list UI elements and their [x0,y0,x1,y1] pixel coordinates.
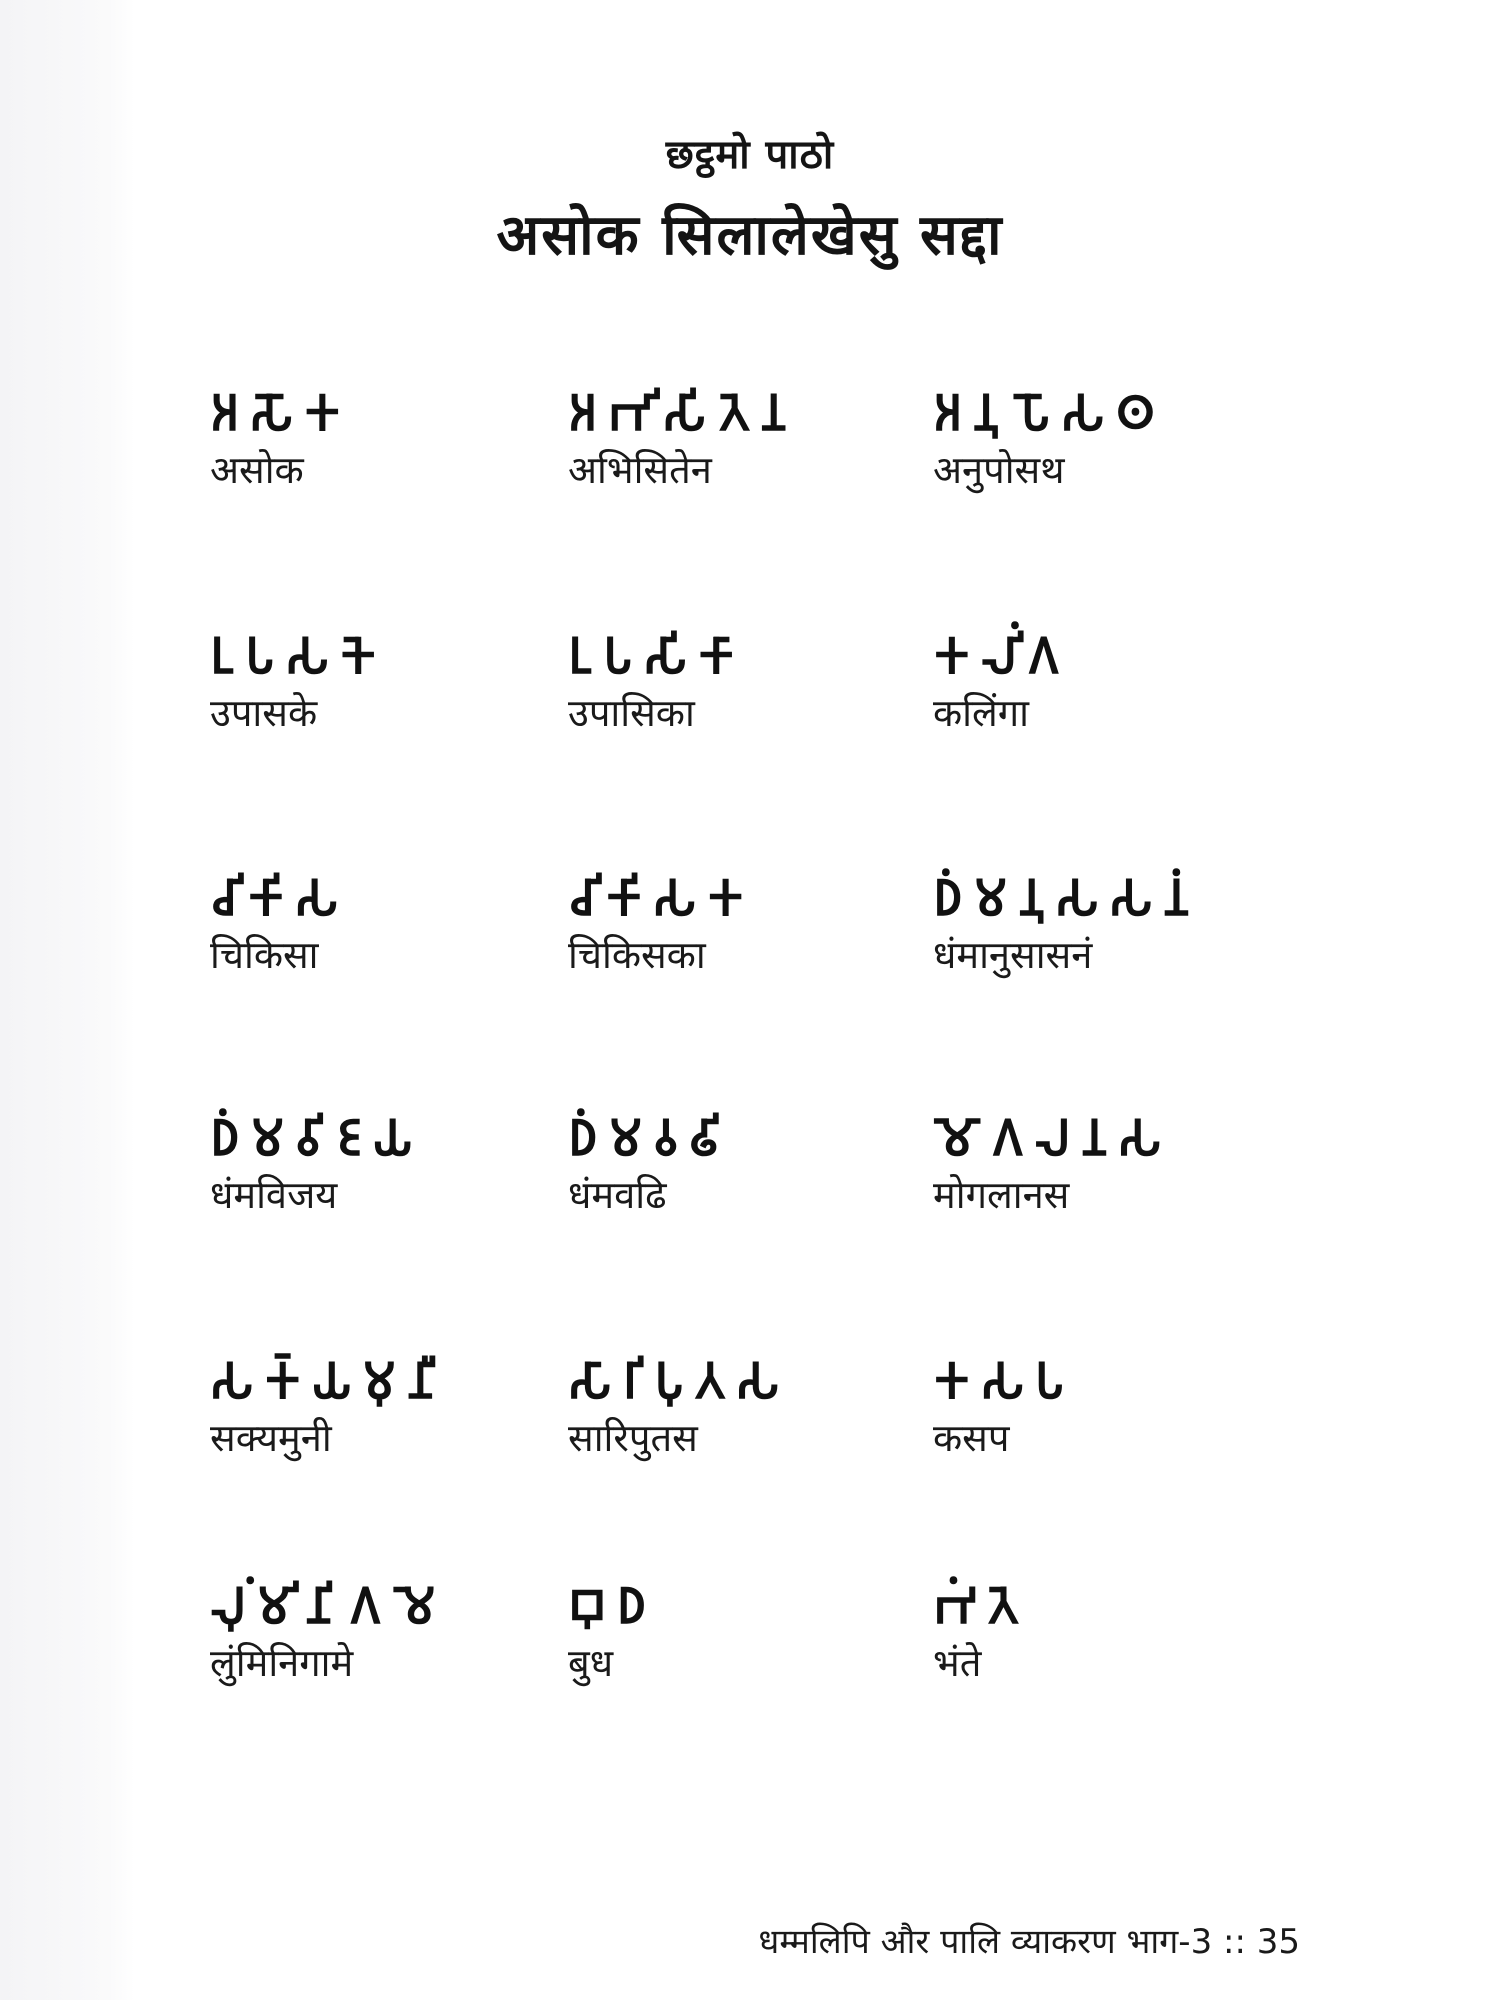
word-cell [568,1578,657,1686]
word-cell [933,870,1200,978]
devanagari-word: सारिपुतस [568,1416,698,1460]
devanagari-word: असोक [210,448,304,492]
chapter-heading: छट्ठमो पाठो [665,132,835,178]
devanagari-word: लुंमिनिगामे [210,1641,354,1685]
brahmi-word: 𑀘𑀺𑀓𑀺𑀲𑀓 [568,869,755,927]
devanagari-word: कसप [933,1416,1010,1460]
brahmi-word: 𑀥𑀁𑀫𑀦𑀼𑀲𑀲𑀦𑀁 [933,869,1200,927]
brahmi-word: 𑀘𑀺𑀓𑀺𑀲 [210,869,349,927]
brahmi-word: 𑀉𑀧𑀲𑀓𑁂 [210,627,388,685]
word-cell [568,385,797,493]
devanagari-word: धंमविजय [210,1173,338,1217]
brahmi-word: 𑀓𑀮𑀺𑀁𑀕 [933,627,1071,685]
brahmi-word: 𑀅𑀲𑁄𑀓 [210,384,352,442]
devanagari-word: उपासिका [568,691,695,735]
brahmi-word: 𑀫𑁄𑀕𑀮𑀦𑀲 [933,1109,1172,1167]
word-cell [210,1353,444,1461]
word-cell [933,1578,1029,1686]
brahmi-word: 𑀮𑀼𑀁𑀫𑀺𑀦𑀺𑀕𑀫𑁂 [210,1577,447,1635]
devanagari-word: अनुपोसथ [933,448,1065,492]
brahmi-word: 𑀉𑀧𑀲𑀺𑀓𑀸 [568,627,746,685]
brahmi-word: 𑀅𑀪𑀺𑀲𑀺𑀢𑁂𑀦 [568,384,798,442]
word-cell [933,1110,1172,1218]
word-cell [568,1110,729,1218]
page-footer: धम्मलिपि और पालि व्याकरण भाग-3 :: 35 [758,1922,1300,1962]
brahmi-word: 𑀲𑀸𑀭𑀺𑀧𑀼𑀢𑀲 [568,1352,790,1410]
word-cell [933,1353,1075,1461]
page-title: असोक सिलालेखेसु सद्दा [496,203,1004,268]
devanagari-word: कलिंगा [933,691,1030,735]
word-cell [210,385,351,493]
word-cell [210,628,387,736]
brahmi-word: 𑀩𑀼𑀥 [568,1577,658,1635]
word-cell [933,628,1070,736]
word-cell [210,870,349,978]
devanagari-word: धंमवढि [568,1173,667,1217]
brahmi-word: 𑀲𑀓𑁆𑀬𑀫𑀼𑀦𑀻 [210,1352,444,1410]
brahmi-word: 𑀓𑀲𑀧 [933,1352,1076,1410]
devanagari-word: चिकिसा [210,933,319,977]
devanagari-word: अभिसितेन [568,448,712,492]
word-cell [568,628,745,736]
devanagari-word: मोगलानस [933,1173,1070,1217]
devanagari-word: सक्यमुनी [210,1416,332,1460]
devanagari-word: बुध [568,1641,614,1685]
brahmi-word: 𑀅𑀦𑀼𑀧𑁄𑀲𑀣 [933,384,1166,442]
word-cell [933,385,1166,493]
word-cell [210,1578,447,1686]
word-cell [210,1110,423,1218]
brahmi-word: 𑀥𑀁𑀫𑀯𑀺𑀚𑀬 [210,1109,423,1167]
word-cell [568,1353,790,1461]
brahmi-word: 𑀪𑀁𑀢𑁂 [933,1577,1030,1635]
brahmi-word: 𑀥𑀁𑀫𑀯𑀠𑀺 [568,1109,729,1167]
word-cell [568,870,754,978]
devanagari-word: चिकिसका [568,933,706,977]
devanagari-word: भंते [933,1641,982,1685]
devanagari-word: उपासके [210,691,318,735]
devanagari-word: धंमानुसासनं [933,933,1093,977]
